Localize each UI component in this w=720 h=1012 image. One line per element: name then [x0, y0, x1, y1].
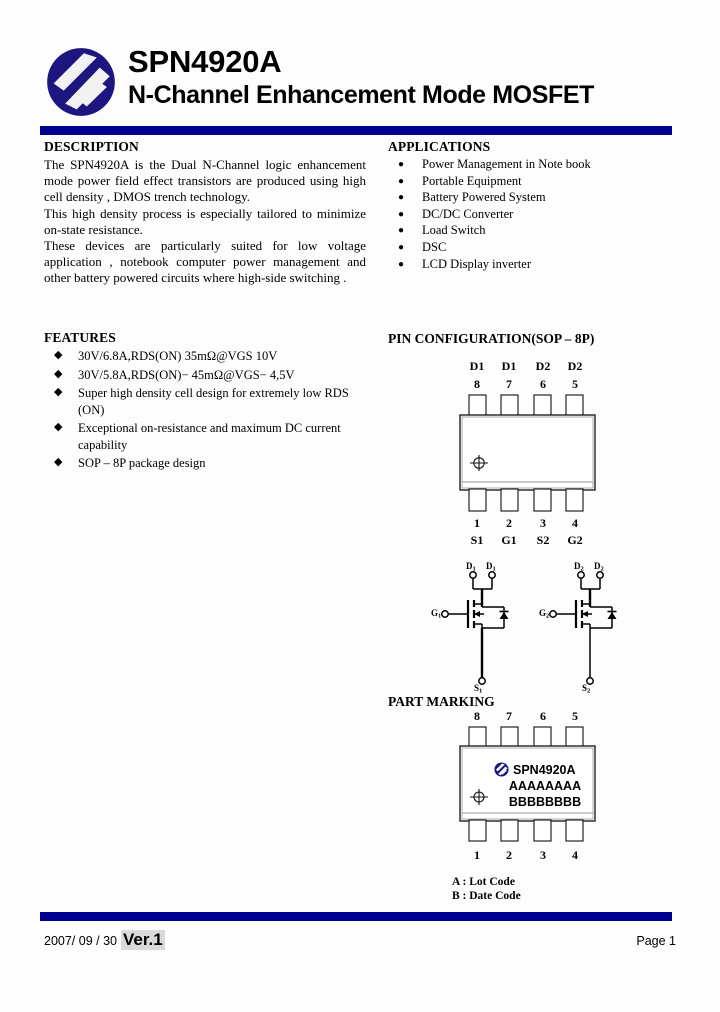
list-item-label: SOP – 8P package design: [78, 456, 206, 470]
applications-heading: APPLICATIONS: [388, 139, 491, 154]
list-item-label: Load Switch: [422, 223, 486, 238]
applications-list: [388, 157, 680, 272]
bullet-icon: ●: [398, 208, 405, 220]
list-item: [44, 385, 374, 418]
features-heading: FEATURES: [44, 330, 116, 345]
bullet-icon: ◆: [54, 367, 63, 380]
description-paragraph: These devices are particularly suited for low voltage application , notebook computer power management and other battery powered circuits where high-side switching .: [44, 238, 366, 286]
pin-signal-label: G2: [567, 533, 583, 547]
bullet-icon: ●: [398, 225, 405, 237]
list-item-label: Battery Powered System: [422, 190, 546, 205]
pin-signal-label: D1: [469, 359, 485, 373]
pin-configuration-diagram: [455, 358, 605, 553]
pin-signal-label: G1: [501, 533, 517, 547]
company-logo: [40, 44, 122, 120]
bullet-icon: ●: [398, 241, 405, 253]
pin-number: 1: [474, 516, 480, 530]
pin-number: 2: [506, 516, 512, 530]
list-item: [388, 157, 680, 173]
description-heading: DESCRIPTION: [44, 139, 139, 154]
dual-nmos-symbols: [420, 566, 660, 694]
pin-number: 5: [572, 709, 578, 723]
pin-number: 7: [506, 377, 512, 391]
list-item: [388, 190, 680, 206]
legend-line: B : Date Code: [452, 890, 521, 902]
list-item-label: LCD Display inverter: [422, 256, 532, 271]
bullet-icon: ●: [398, 159, 405, 170]
pin-number: 8: [474, 377, 480, 391]
marking-line-2: AAAAAAAA: [508, 779, 582, 793]
footer-left: [44, 930, 165, 950]
footer-divider: [40, 912, 672, 921]
page-header: [40, 44, 680, 120]
pin-number: 4: [572, 516, 578, 530]
list-item: [388, 257, 680, 273]
bullet-icon: ◆: [54, 456, 63, 468]
description-paragraph: This high density process is especially tailored to minimize on-state resistance.: [44, 205, 366, 237]
pin-number: 6: [540, 377, 546, 391]
pin-number: 8: [474, 709, 480, 723]
schematic-label-s1: $S_1$: [474, 683, 483, 695]
list-item-label: Exceptional on-resistance and maximum DC current capability: [78, 421, 341, 452]
list-item: [388, 207, 680, 223]
pin-signal-label: S1: [470, 533, 484, 547]
pin-number: 2: [506, 848, 512, 862]
pin-signal-label: D1: [501, 359, 517, 373]
list-item: [388, 240, 680, 256]
pin-number: 3: [540, 848, 546, 862]
pin-configuration-heading: PIN CONFIGURATION(SOP – 8P): [388, 331, 595, 346]
schematic-label-d2b: $D_2$: [594, 561, 604, 573]
revision-version: Ver.1: [122, 930, 163, 949]
features-section: [44, 330, 374, 474]
list-item-label: Power Management in Note book: [422, 157, 591, 171]
schematic-label-g2: $G_2$: [539, 608, 550, 620]
pin-number: 6: [540, 709, 546, 723]
description-paragraph: The SPN4920A is the Dual N-Channel logic enhancement mode power field effect transistors are produced using high cell density , DMOS trench technology.: [44, 157, 366, 205]
list-item: [388, 223, 680, 239]
list-item: [388, 174, 680, 190]
page-title: SPN4920A: [128, 44, 282, 79]
bullet-icon: ◆: [54, 421, 63, 433]
list-item: [44, 420, 374, 453]
list-item-label: Super high density cell design for extremely low RDS (ON): [78, 386, 349, 417]
bullet-icon: ◆: [54, 386, 63, 398]
list-item-label: DC/DC Converter: [422, 206, 514, 221]
schematic-label-s2: $S_2$: [582, 683, 591, 695]
legend-line: A : Lot Code: [452, 876, 515, 888]
list-item: [44, 348, 374, 365]
list-item-label: 30V/5.8A,RDS(ON)− 45mΩ@VGS− 4,5V: [78, 367, 295, 382]
list-item-label: Portable Equipment: [422, 173, 522, 188]
schematic-label-g1: $G_1$: [431, 608, 442, 620]
list-item-label: 30V/6.8A,RDS(ON) 35mΩ@VGS 10V: [78, 349, 278, 363]
pin-signal-label: D2: [535, 359, 551, 373]
bullet-icon: ◆: [54, 349, 63, 361]
page-number: Page 1: [636, 934, 676, 948]
title-block: [122, 44, 680, 110]
list-item-label: DSC: [422, 239, 447, 254]
spn-logo-icon: [45, 46, 117, 118]
bullet-icon: ●: [398, 192, 405, 204]
list-item: [44, 455, 374, 472]
marking-line-3: BBBBBBBB: [508, 795, 582, 809]
schematic-label-d1b: $D_1$: [486, 561, 496, 573]
sop8-package-drawing: [455, 358, 605, 548]
bullet-icon: ●: [398, 258, 405, 270]
part-marking-heading: PART MARKING: [388, 694, 495, 709]
list-item: [44, 367, 374, 384]
bullet-icon: ●: [398, 175, 405, 187]
marking-code-legend: [452, 875, 652, 903]
mosfet-schematic-diagram: [420, 566, 660, 699]
pin-number: 7: [506, 709, 512, 723]
header-divider: [40, 126, 672, 135]
pin-number: 5: [572, 377, 578, 391]
marking-line-1: SPN4920A: [513, 762, 576, 777]
schematic-label-d2a: $D_2$: [574, 561, 584, 573]
revision-date: 2007/ 09 / 30: [44, 934, 117, 948]
spn-logo-icon: [494, 762, 509, 777]
applications-section: [388, 139, 680, 273]
features-list: [44, 348, 374, 472]
marking-line-1-row: [494, 762, 604, 777]
pin-number: 4: [572, 848, 578, 862]
pin-signal-label: D2: [567, 359, 583, 373]
pin-signal-label: S2: [536, 533, 550, 547]
pin-number: 1: [474, 848, 480, 862]
pin-number: 3: [540, 516, 546, 530]
description-section: [44, 139, 366, 287]
schematic-label-d1a: $D_1$: [466, 561, 476, 573]
page-subtitle: N-Channel Enhancement Mode MOSFET: [128, 81, 594, 109]
description-body: [44, 157, 366, 287]
